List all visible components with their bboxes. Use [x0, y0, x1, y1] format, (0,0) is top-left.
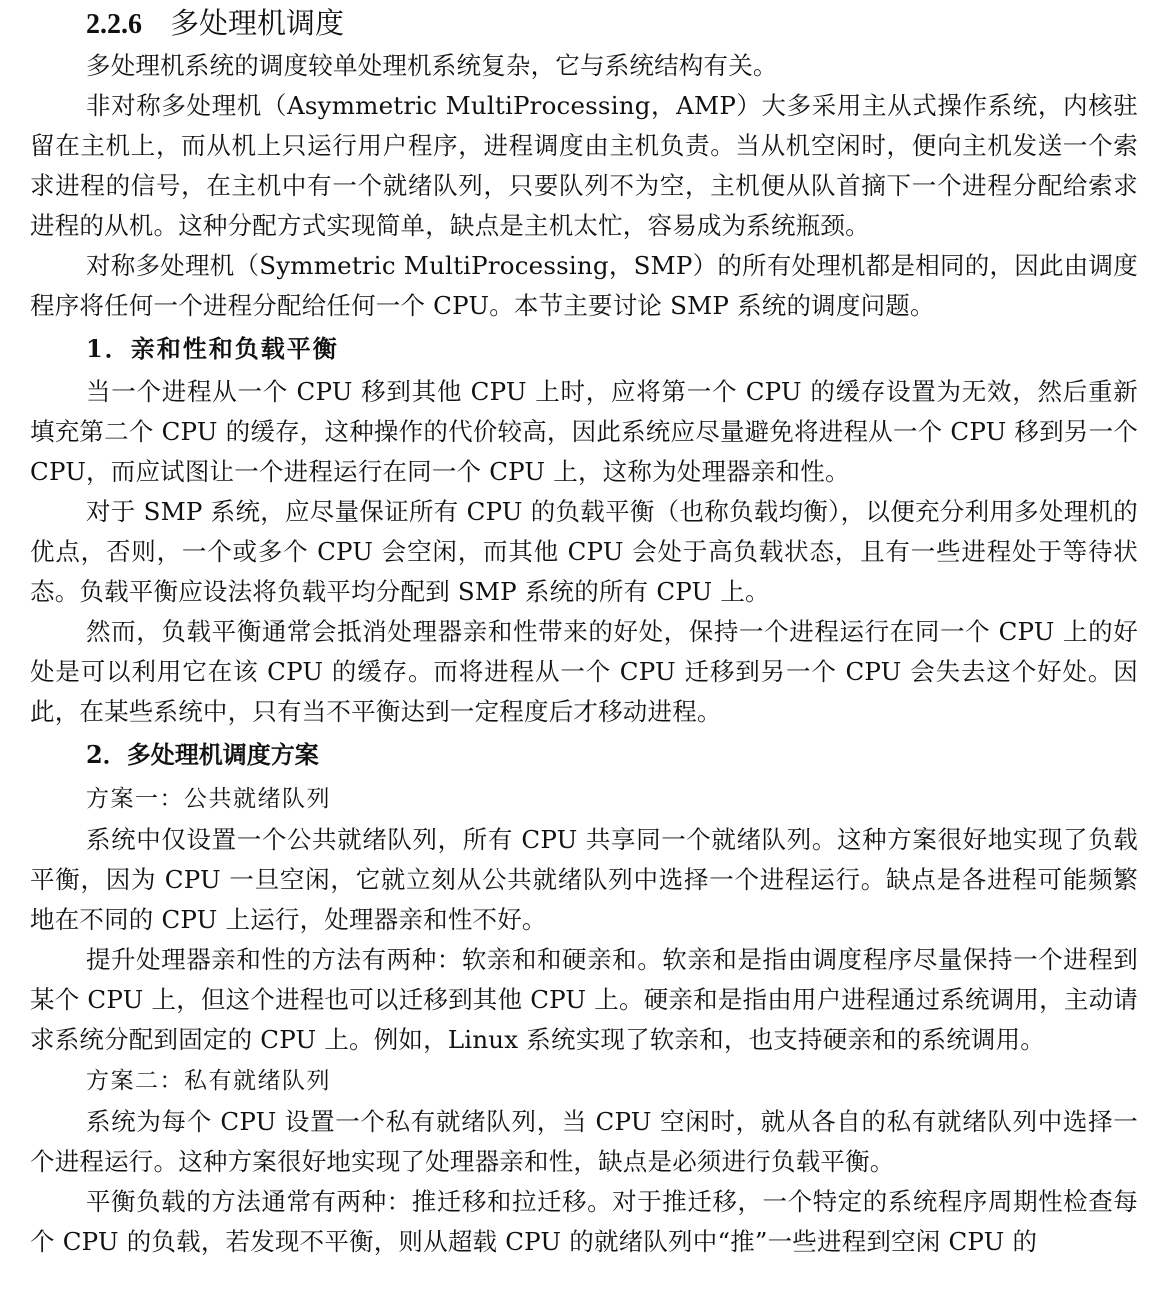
scheme-1-paragraph-2: 提升处理器亲和性的方法有两种：软亲和和硬亲和。软亲和是指由调度程序尽量保持一个进程到某个 CPU 上，但这个进程也可以迁移到其他 CPU 上。硬亲和是指由用户进程通过系统调用，主动请求系统分配到固定的 CPU 上。例如，Linux 系统实现了软亲和，也支持硬亲和的系统调用。 [30, 945, 1138, 1054]
subsection-1-heading: 1．亲和性和负载平衡 [86, 334, 339, 363]
affinity-paragraph-1: 当一个进程从一个 CPU 移到其他 CPU 上时，应将第一个 CPU 的缓存设置为无效，然后重新填充第二个 CPU 的缓存，这种操作的代价较高，因此系统应尽量避免将进程从一个 CPU 移到另一个 CPU，而应试图让一个进程运行在同一个 CPU 上，这称为处理器亲和性。 [30, 377, 1138, 486]
section-heading [30, 0, 1138, 46]
scheme-1-paragraph-1: 系统中仅设置一个公共就绪队列，所有 CPU 共享同一个就绪队列。这种方案很好地实现了负载平衡，因为 CPU 一旦空闲，它就立刻从公共就绪队列中选择一个进程运行。缺点是各进程可能频繁地在不同的 CPU 上运行，处理器亲和性不好。 [30, 825, 1138, 934]
scheme-2-paragraph-1: 系统为每个 CPU 设置一个私有就绪队列，当 CPU 空闲时，就从各自的私有就绪队列中选择一个进程运行。这种方案很好地实现了处理器亲和性，缺点是必须进行负载平衡。 [30, 1107, 1138, 1176]
scheme-1-heading: 方案一：公共就绪队列 [86, 786, 331, 812]
intro-paragraph-2: 非对称多处理机（Asymmetric MultiProcessing，AMP）大多采用主从式操作系统，内核驻留在主机上，而从机上只运行用户程序，进程调度由主机负责。当从机空闲时，便向主机发送一个索求进程的信号，在主机中有一个就绪队列，只要队列不为空，主机便从队首摘下一个进程分配给索求进程的从机。这种分配方式实现简单，缺点是主机太忙，容易成为系统瓶颈。 [30, 91, 1138, 240]
section-number: 2.2.6 [86, 9, 142, 40]
intro-paragraph-3: 对称多处理机（Symmetric MultiProcessing，SMP）的所有处理机都是相同的，因此由调度程序将任何一个进程分配给任何一个 CPU。本节主要讨论 SMP 系统的调度问题。 [30, 251, 1138, 320]
section-title: 多处理机调度 [170, 6, 345, 40]
scheme-2-heading: 方案二：私有就绪队列 [86, 1068, 331, 1094]
subsection-2-heading: 2．多处理机调度方案 [86, 740, 319, 769]
scheme-2-paragraph-2: 平衡负载的方法通常有两种：推迁移和拉迁移。对于推迁移，一个特定的系统程序周期性检查每个 CPU 的负载，若发现不平衡，则从超载 CPU 的就绪队列中“推”一些进程到空闲 CPU 的 [30, 1187, 1138, 1256]
affinity-paragraph-3: 然而，负载平衡通常会抵消处理器亲和性带来的好处，保持一个进程运行在同一个 CPU 上的好处是可以利用它在该 CPU 的缓存。而将进程从一个 CPU 迁移到另一个 CPU 会失去这个好处。因此，在某些系统中，只有当不平衡达到一定程度后才移动进程。 [30, 617, 1138, 726]
affinity-paragraph-2: 对于 SMP 系统，应尽量保证所有 CPU 的负载平衡（也称负载均衡），以便充分利用多处理机的优点，否则，一个或多个 CPU 会空闲，而其他 CPU 会处于高负载状态，且有一些进程处于等待状态。负载平衡应设法将负载平均分配到 SMP 系统的所有 CPU 上。 [30, 497, 1138, 606]
intro-paragraph-1: 多处理机系统的调度较单处理机系统复杂，它与系统结构有关。 [86, 51, 778, 80]
